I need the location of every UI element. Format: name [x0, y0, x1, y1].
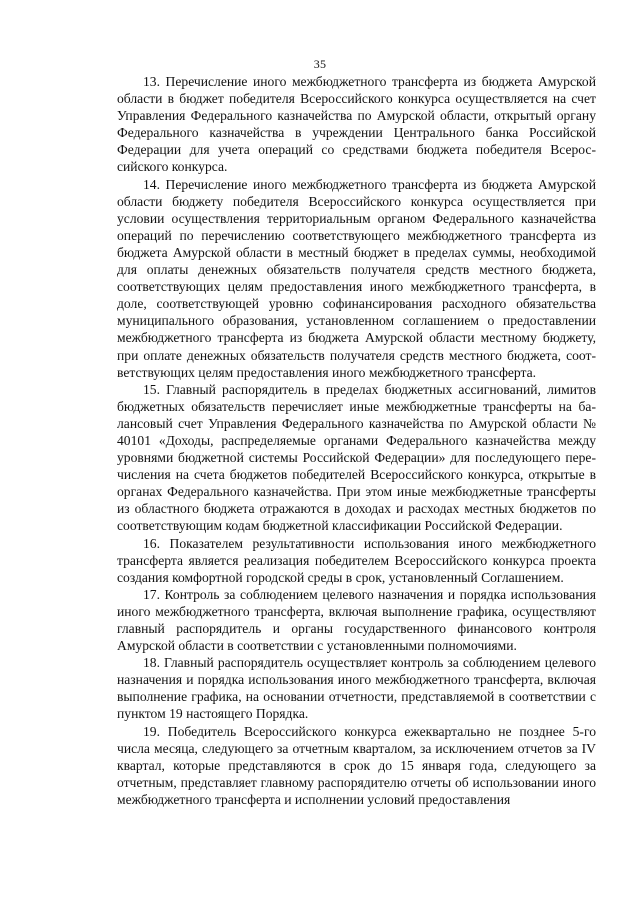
paragraph-19: 19. Победитель Всероссийского конкурса ежеквартально не позднее 5-го числа месяца, следующего за отчетным кварталом, за исключением отчетов за IV квартал, которые представляются в срок до 15 января года, следующего за отчетным, представляет главному распорядителю отчеты об использовании иного межбюджетного трансферта и исполнении условий предоставления — [117, 723, 596, 807]
document-body — [117, 73, 596, 808]
paragraph-18: 18. Главный распорядитель осуществляет контроль за соблюдением целевого назначения и порядка использования иного межбюджетного трансферта, включая выполнение графика, на основании отчетности, представляемой в соответствии с пунктом 19 настоящего Порядка. — [117, 655, 596, 722]
paragraph-14: 14. Перечисление иного межбюджетного трансферта из бюджета Амурской области бюджету победителя Всероссийского конкурса осуществляется при условии осуществления территориальным органом Федерального казначейства операций по перечислению соответствующего межбюджетного трансферта из бюджета Амурской области в местный бюджет в пределах суммы, необходимой для оплаты денежных обязательств получателя средств местного бюджета, соответствующих целям предоставления иного межбюджетного трансферта, в доле, соответствующей уровню софинансирования расходного обязательства муниципального образования, установленном соглашением о предоставлении межбюджетного трансферта из бюджета Амурской области местному бюджету, при оплате денежных обязательств получателя средств местного бюджета, соответствующих целям предоставления иного межбюджетного трансферта. — [117, 176, 596, 380]
paragraph-17: 17. Контроль за соблюдением целевого назначения и порядка использования иного межбюджетного трансферта, включая выполнение графика, осуществляют главный распорядитель и органы государственного финансового контроля Амурской области в соответствии с установленными полномочиями. — [117, 586, 596, 654]
paragraph-16: 16. Показателем результативности использования иного межбюджетного трансферта является реализация победителем Всероссийского конкурса проекта создания комфортной городской среды в срок, установленный Соглашением. — [117, 535, 596, 585]
paragraph-13: 13. Перечисление иного межбюджетного трансферта из бюджета Амурской области в бюджет победителя Всероссийского конкурса осуществляется на счет Управления Федерального казначейства по Амурской области, открытый органу Федерального казначейства в учреждении Центрального банка Российской Федерации для учета операций со средствами бюджета победителя Всероссийского конкурса. — [117, 74, 596, 175]
page-number: 35 — [313, 57, 327, 71]
paragraph-15: 15. Главный распорядитель в пределах бюджетных ассигнований, лимитов бюджетных обязательств перечисляет иные межбюджетные трансферты на балансовый счет Управления Федерального казначейства по Амурской области № 40101 «Доходы, распределяемые органами Федерального казначейства между уровнями бюджетной системы Российской Федерации» для последующего перечисления на счета бюджетов победителей Всероссийского конкурса, открытые в органах Федерального казначейства. При этом иные межбюджетные трансферты из областного бюджета отражаются в доходах и расходах местных бюджетов по соответствующим кодам бюджетной классификации Российской Федерации. — [117, 381, 596, 534]
